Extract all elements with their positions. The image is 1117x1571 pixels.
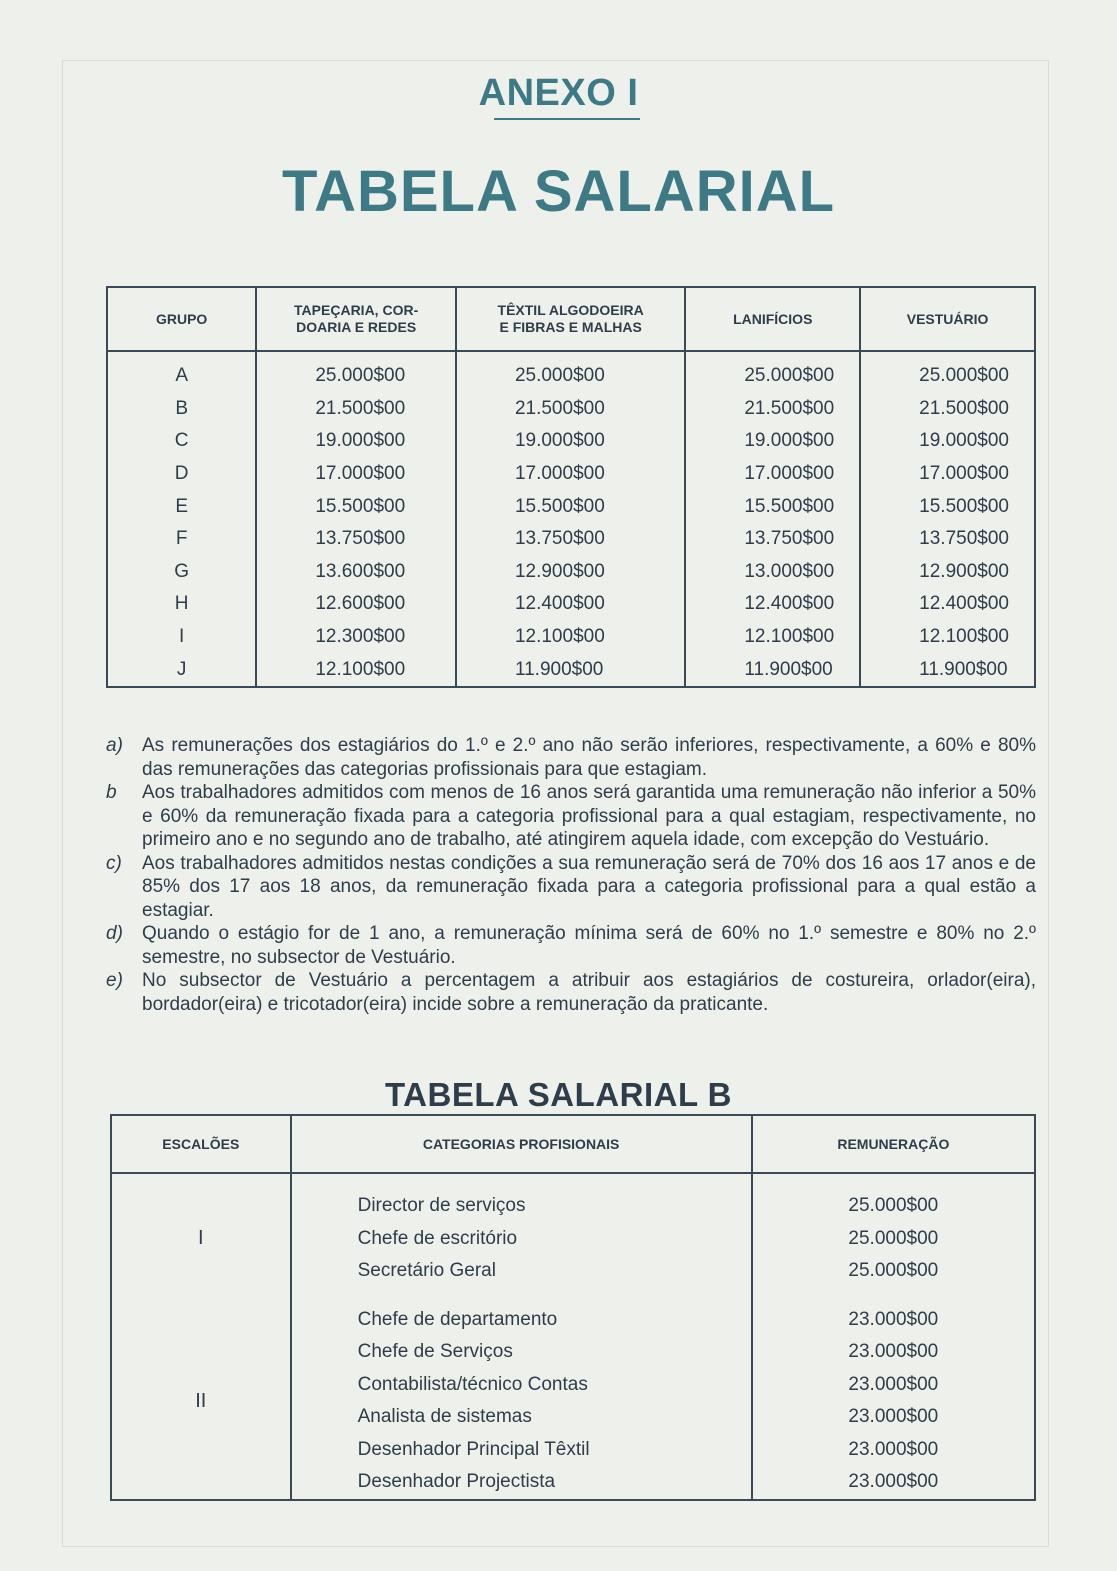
remuneration-cell: 23.000$00: [848, 1373, 939, 1395]
category-cell: Chefe de escritório: [291, 1223, 752, 1256]
salary-cell: 15.500$00: [256, 490, 456, 523]
footnote-text: As remunerações dos estagiários do 1.º e 2.º ano não serão inferiores, respectivamente, a 60% e 80% das remunerações das categorias profissionais para que estagiam.: [142, 735, 1036, 780]
table-row: [111, 1190, 1035, 1223]
group-cell: I: [107, 621, 256, 654]
salary-cell: 12.400$00: [456, 588, 685, 621]
remuneration-cell: 23.000$00: [848, 1308, 939, 1330]
footnote-text: Aos trabalhadores admitidos nestas condições a sua remuneração será de 70% dos 16 aos 17 anos e de 85% dos 17 aos 18 anos, da remuneração fixada para a categoria profissional para a qual estão a estagiar.: [142, 852, 1036, 921]
salary-table-b-header-row: [111, 1115, 1035, 1173]
salary-cell: 11.900$00: [685, 653, 860, 687]
salary-cell: 12.400$00: [919, 593, 1009, 615]
col-header-textil: TÊXTIL ALGODOEIRA E FIBRAS E MALHAS: [456, 287, 685, 351]
salary-cell: 12.100$00: [919, 626, 1009, 648]
salary-cell: 25.000$00: [685, 351, 860, 393]
footnote-text: Aos trabalhadores admitidos com menos de 16 anos será garantida uma remuneração não inferior a 50% e 60% da remuneração fixada para a categoria profissional para a qual estagiam, respectivamente, no primeiro ano e no segundo ano de trabalho, até atingirem aquela idade, com excepção do Vestuário.: [142, 782, 1036, 850]
col-header-tapecaria: TAPEÇARIA, COR- DOARIA E REDES: [256, 287, 456, 351]
salary-cell: 17.000$00: [919, 463, 1009, 485]
spacer-cell: [752, 1173, 1035, 1190]
salary-cell: 17.000$00: [256, 458, 456, 491]
table-row: [107, 393, 1035, 426]
spacer-cell: [291, 1173, 752, 1190]
salary-cell: 21.500$00: [256, 393, 456, 426]
salary-cell: 13.750$00: [256, 523, 456, 556]
group-cell: J: [107, 653, 256, 687]
salary-cell: 12.600$00: [256, 588, 456, 621]
salary-cell: 19.000$00: [456, 425, 685, 458]
remuneration-cell: 23.000$00: [848, 1406, 939, 1428]
page-title: TABELA SALARIAL: [281, 159, 836, 224]
col-header-escaloes: ESCALÕES: [111, 1115, 291, 1173]
col-header-lanificios: LANIFÍCIOS: [685, 287, 860, 351]
table-row: [107, 425, 1035, 458]
salary-cell: 17.000$00: [456, 458, 685, 491]
salary-cell: 13.600$00: [256, 556, 456, 589]
footnote-letter: e): [106, 970, 123, 991]
group-cell: C: [107, 425, 256, 458]
category-cell: Analista de sistemas: [291, 1401, 752, 1434]
remuneration-cell: 23.000$00: [848, 1438, 939, 1460]
salary-cell: 21.500$00: [919, 397, 1009, 419]
salary-cell: 12.300$00: [256, 621, 456, 654]
annex-heading: ANEXO I: [478, 72, 639, 114]
group-cell: D: [107, 458, 256, 491]
footnote-letter: b: [106, 782, 117, 803]
salary-cell: 19.000$00: [685, 425, 860, 458]
category-cell: Contabilista/técnico Contas: [291, 1369, 752, 1402]
group-cell: G: [107, 556, 256, 589]
salary-cell: 17.000$00: [685, 458, 860, 491]
footnotes: [106, 734, 1036, 1016]
salary-cell: 13.750$00: [685, 523, 860, 556]
table-row: [111, 1304, 1035, 1337]
category-cell: Desenhador Projectista: [291, 1466, 752, 1500]
group-cell: A: [107, 351, 256, 393]
footnote: [106, 781, 1036, 852]
col-header-remuneracao: REMUNERAÇÃO: [752, 1115, 1035, 1173]
footnote: [106, 922, 1036, 969]
group-cell: F: [107, 523, 256, 556]
salary-cell: 12.100$00: [456, 621, 685, 654]
category-cell: Secretário Geral: [291, 1255, 752, 1288]
salary-cell: 12.900$00: [919, 560, 1009, 582]
table-row: [107, 523, 1035, 556]
salary-table: [106, 286, 1036, 688]
salary-cell: 15.500$00: [919, 495, 1009, 517]
salary-cell: 12.900$00: [456, 556, 685, 589]
salary-cell: 11.900$00: [919, 658, 1008, 680]
salary-table-header-row: [107, 287, 1035, 351]
salary-cell: 13.750$00: [456, 523, 685, 556]
spacer-cell: [752, 1288, 1035, 1304]
footnote: [106, 969, 1036, 1016]
remuneration-cell: 23.000$00: [848, 1341, 939, 1363]
salary-cell: 21.500$00: [685, 393, 860, 426]
remuneration-cell: 25.000$00: [848, 1260, 939, 1282]
salary-cell: 12.400$00: [685, 588, 860, 621]
col-header-vestuario: VESTUÁRIO: [860, 287, 1035, 351]
table-row: [107, 588, 1035, 621]
salary-cell: 19.000$00: [256, 425, 456, 458]
salary-cell: 11.900$00: [456, 653, 685, 687]
spacer-cell: [111, 1173, 291, 1190]
table-row: [107, 351, 1035, 393]
table-row: [107, 490, 1035, 523]
escalao-cell: II: [111, 1304, 291, 1500]
remuneration-cell: 25.000$00: [848, 1195, 939, 1217]
category-cell: Chefe de Serviços: [291, 1336, 752, 1369]
salary-cell: 15.500$00: [685, 490, 860, 523]
table-b-title: TABELA SALARIAL B: [384, 1076, 733, 1113]
salary-cell: 25.000$00: [256, 351, 456, 393]
footnote: [106, 734, 1036, 781]
annex-underline: [494, 118, 640, 120]
remuneration-cell: 25.000$00: [848, 1227, 939, 1249]
remuneration-cell: 23.000$00: [848, 1471, 939, 1493]
group-cell: B: [107, 393, 256, 426]
group-cell: E: [107, 490, 256, 523]
footnote-letter: c): [106, 852, 122, 874]
salary-cell: 25.000$00: [456, 351, 685, 393]
salary-table-b: [110, 1114, 1036, 1501]
category-cell: Director de serviços: [291, 1190, 752, 1223]
footnote-text: Quando o estágio for de 1 ano, a remuneração mínima será de 60% no 1.º semestre e 80% no 2.º semestre, no subsector de Vestuário.: [142, 923, 1036, 968]
spacer-row: [111, 1288, 1035, 1304]
footnote: [106, 852, 1036, 923]
footnote-letter: d): [106, 923, 123, 944]
group-cell: H: [107, 588, 256, 621]
spacer-cell: [291, 1288, 752, 1304]
salary-cell: 12.100$00: [256, 653, 456, 687]
category-cell: Desenhador Principal Têxtil: [291, 1434, 752, 1467]
salary-cell: 21.500$00: [456, 393, 685, 426]
spacer-cell: [111, 1288, 291, 1304]
table-row: [107, 621, 1035, 654]
salary-cell: 25.000$00: [919, 365, 1009, 387]
col-header-grupo: GRUPO: [107, 287, 256, 351]
escalao-cell: I: [111, 1190, 291, 1288]
table-row: [107, 556, 1035, 589]
spacer-row: [111, 1173, 1035, 1190]
footnote-letter: a): [106, 735, 123, 756]
col-header-categorias: CATEGORIAS PROFISIONAIS: [291, 1115, 752, 1173]
footnote-text: No subsector de Vestuário a percentagem a atribuir aos estagiários de costureira, orlador(eira), bordador(eira) e tricotador(eira) incide sobre a remuneração da praticante.: [142, 970, 1036, 1015]
salary-cell: 15.500$00: [456, 490, 685, 523]
table-row: [107, 653, 1035, 687]
table-row: [107, 458, 1035, 491]
salary-cell: 13.750$00: [919, 528, 1009, 550]
salary-cell: 12.100$00: [685, 621, 860, 654]
category-cell: Chefe de departamento: [291, 1304, 752, 1337]
salary-cell: 13.000$00: [685, 556, 860, 589]
salary-cell: 19.000$00: [919, 430, 1009, 452]
